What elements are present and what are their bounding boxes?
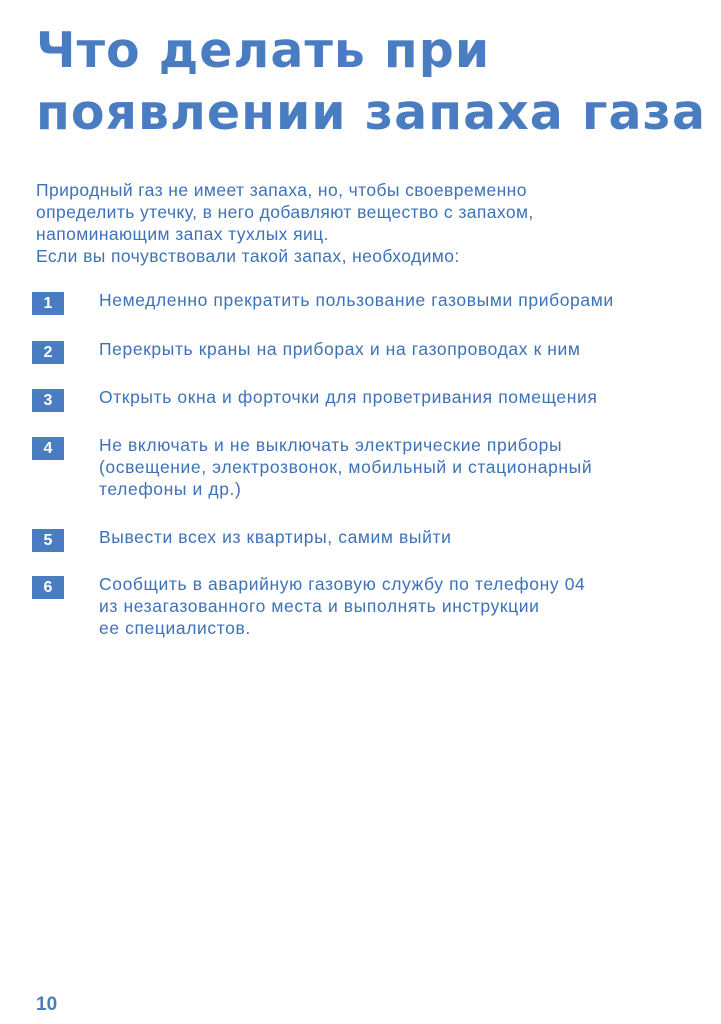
step-text (99, 573, 699, 639)
step-line: Перекрыть краны на приборах и на газопроводах к ним (99, 339, 581, 359)
title-line: появлении запаха газа (36, 84, 707, 141)
step-number-badge: 2 (32, 341, 64, 364)
intro-line: Природный газ не имеет запаха, но, чтобы своевременно (36, 180, 527, 200)
page-title (36, 20, 706, 144)
step-text (99, 434, 699, 500)
step-number-badge: 5 (32, 529, 64, 552)
step-line: (освещение, электрозвонок, мобильный и стационарный (99, 457, 593, 477)
step-line: ее специалистов. (99, 618, 251, 638)
step-line: Открыть окна и форточки для проветривания помещения (99, 387, 598, 407)
intro-line: напоминающим запах тухлых яиц. (36, 224, 329, 244)
step-number-badge: 3 (32, 389, 64, 412)
step-number-badge: 1 (32, 292, 64, 315)
step-line: телефоны и др.) (99, 479, 242, 499)
step-line: Не включать и не выключать электрические приборы (99, 435, 563, 455)
step-text (99, 526, 699, 548)
step-number-badge: 4 (32, 437, 64, 460)
step-line: Вывести всех из квартиры, самим выйти (99, 527, 452, 547)
step-line: из незагазованного места и выполнять инструкции (99, 596, 540, 616)
step-text (99, 289, 699, 311)
step-number-badge: 6 (32, 576, 64, 599)
step-text (99, 386, 699, 408)
title-line: Что делать при (36, 22, 491, 79)
step-line: Сообщить в аварийную газовую службу по телефону 04 (99, 574, 586, 594)
intro-line: Если вы почувствовали такой запах, необходимо: (36, 246, 460, 266)
page-number: 10 (36, 994, 58, 1015)
intro-line: определить утечку, в него добавляют вещество с запахом, (36, 202, 534, 222)
intro-paragraph (36, 179, 696, 267)
step-text (99, 338, 699, 360)
step-line: Немедленно прекратить пользование газовыми приборами (99, 290, 614, 310)
